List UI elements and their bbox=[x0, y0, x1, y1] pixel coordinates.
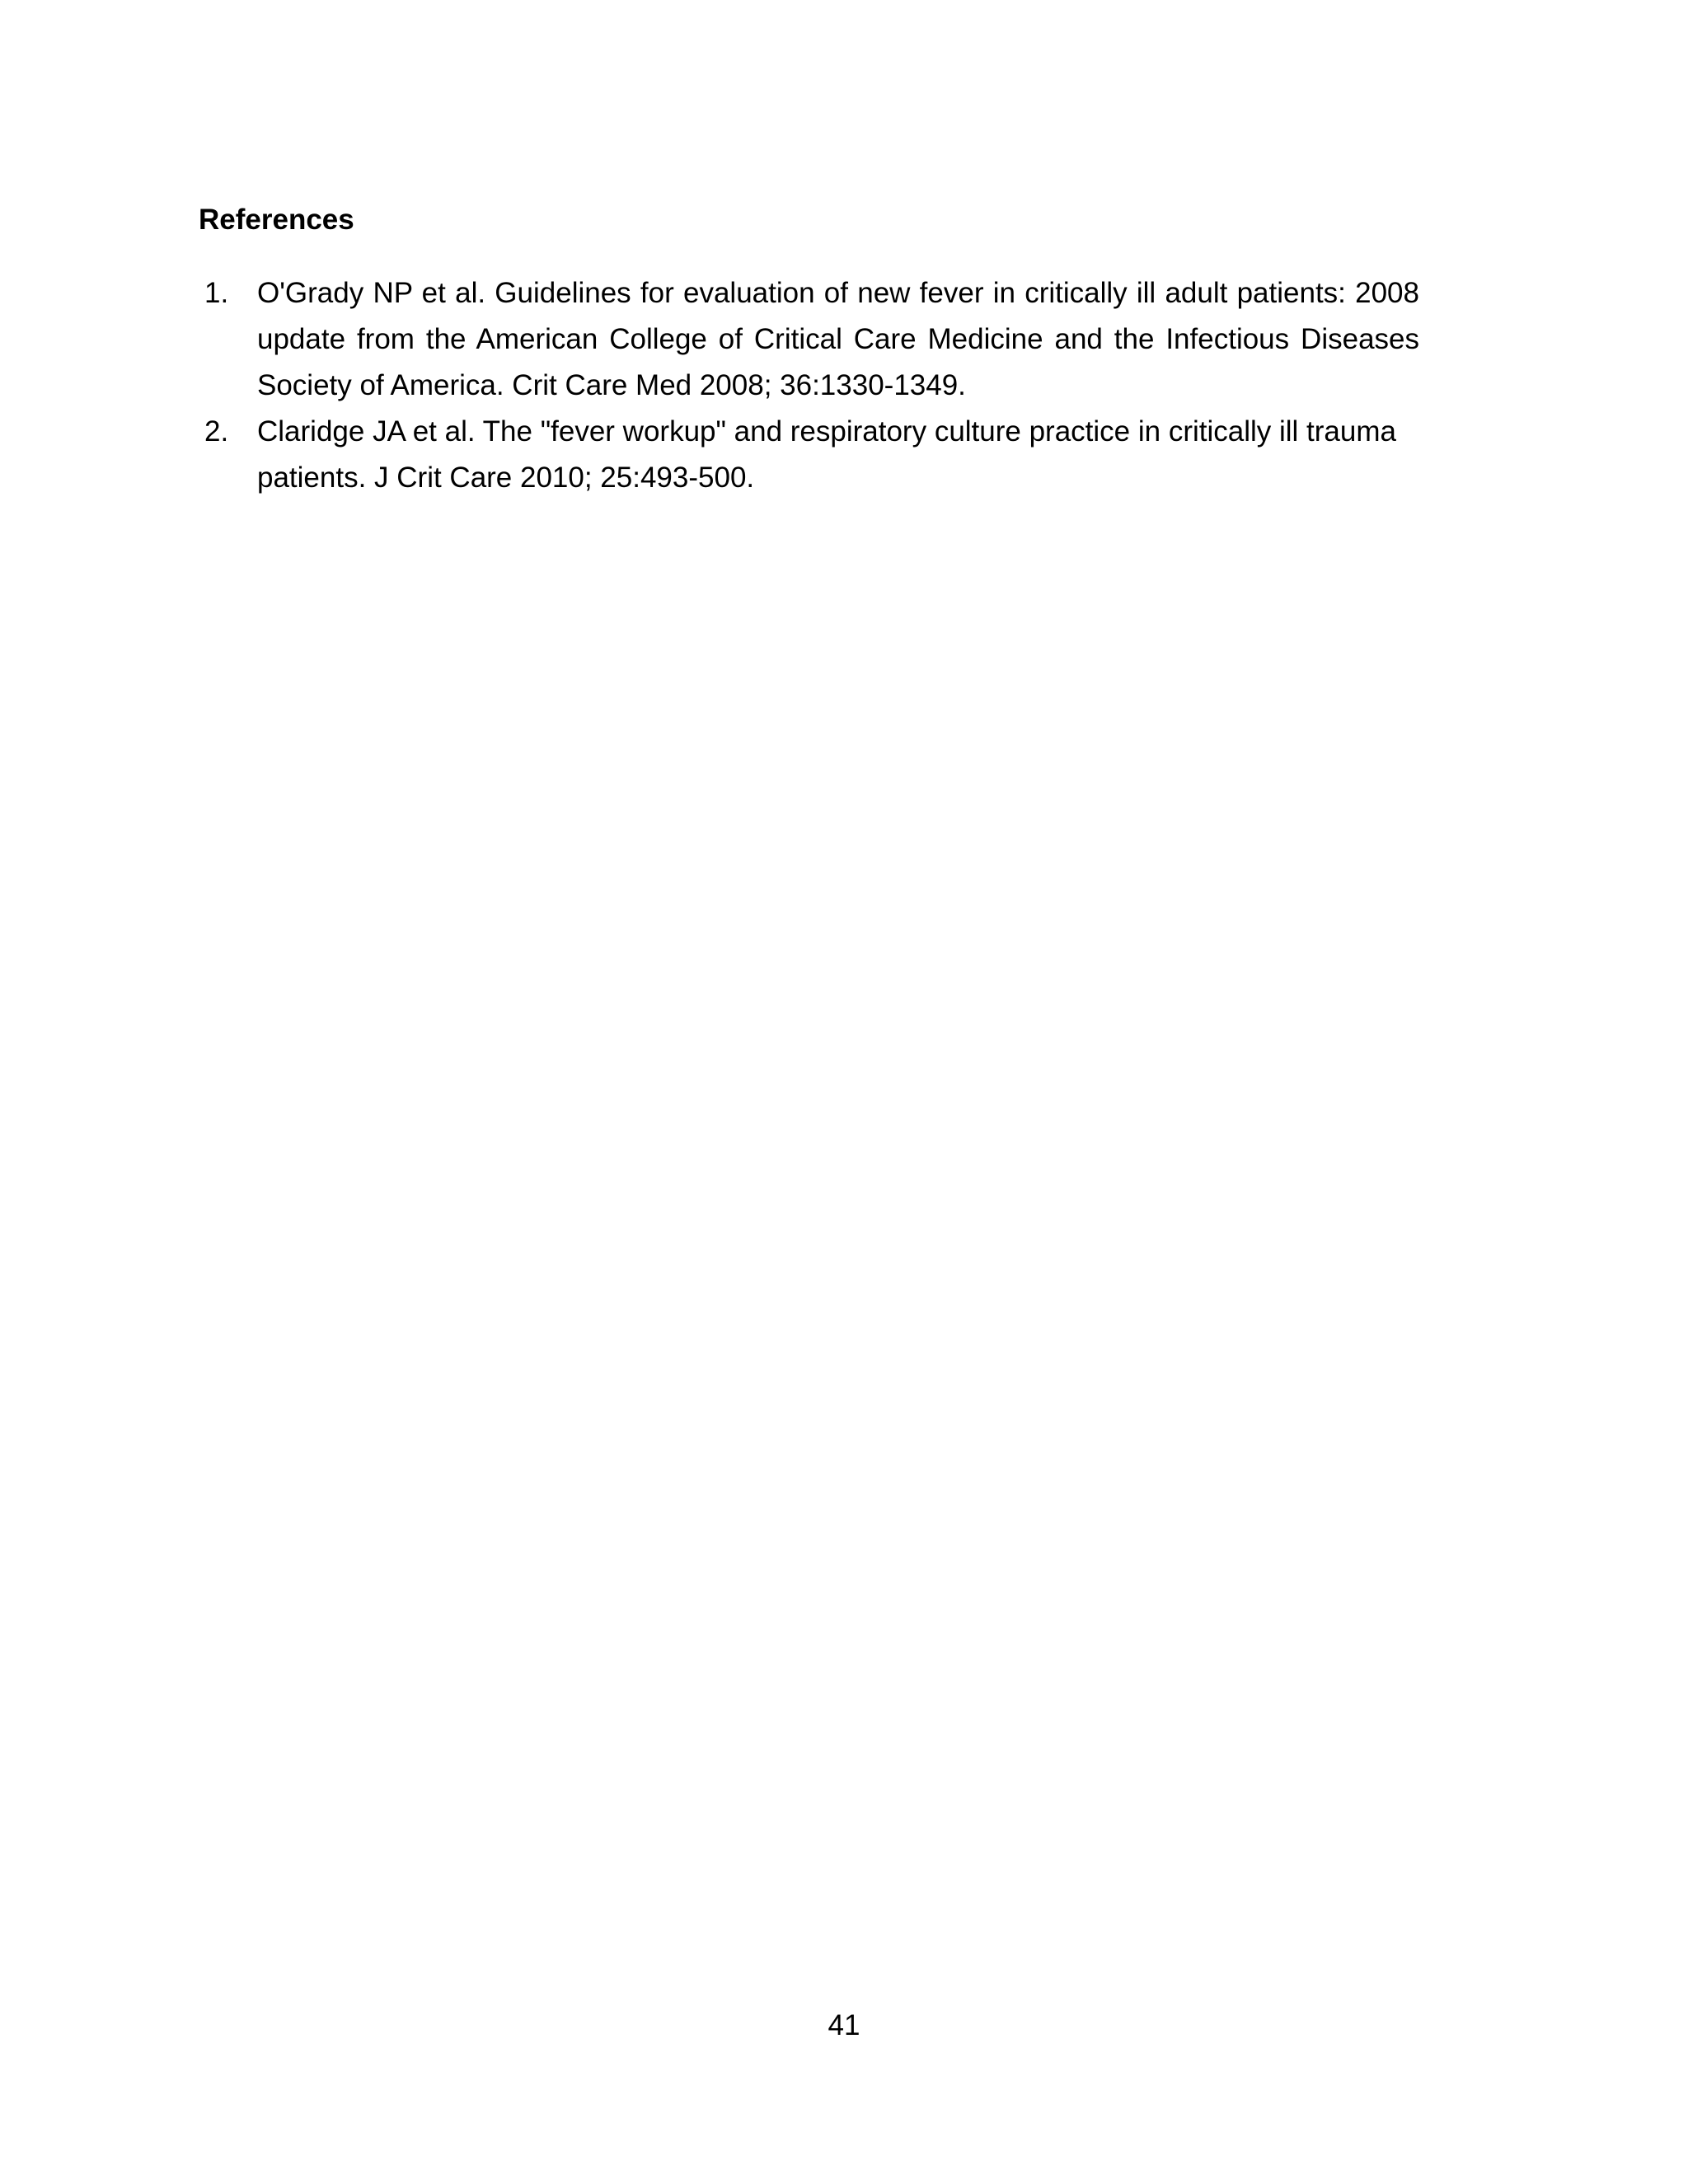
references-heading: References bbox=[199, 204, 354, 236]
page-number: 41 bbox=[828, 2009, 860, 2041]
reference-text: Claridge JA et al. The "fever workup" and respiratory culture practice in critically ill trauma patients. J Crit Care 2010; 25:493-500. bbox=[257, 415, 1396, 494]
reference-text: O'Grady NP et al. Guidelines for evaluation of new fever in critically ill adult patients: 2008 update from the American College of Critical Care Medicine and the Infectious Diseases Society of America. Crit Care Med 2008; 36:1330-1349. bbox=[257, 277, 1419, 401]
reference-number: 2. bbox=[204, 415, 229, 448]
reference-item bbox=[204, 270, 1474, 409]
reference-item bbox=[204, 409, 1474, 501]
reference-number: 1. bbox=[204, 277, 229, 309]
reference-list bbox=[204, 270, 1474, 501]
